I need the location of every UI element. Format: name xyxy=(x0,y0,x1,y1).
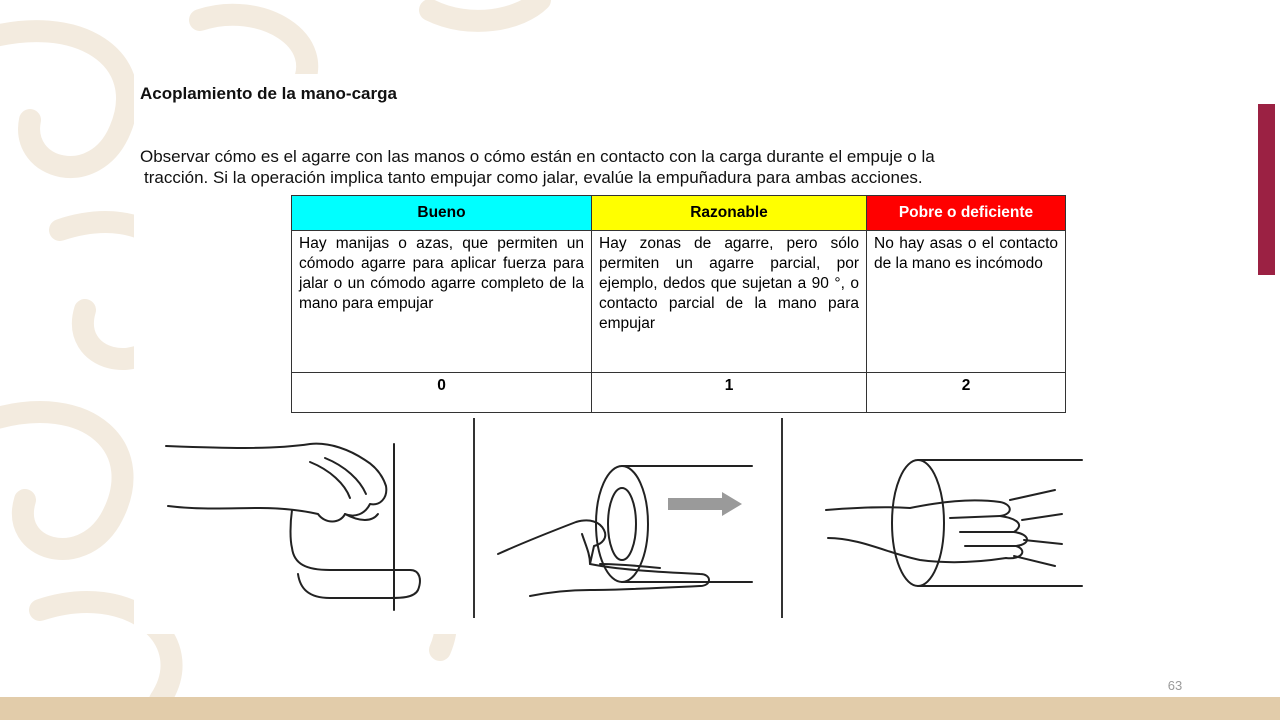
direction-arrow-icon xyxy=(668,492,742,516)
table-header-row xyxy=(292,196,1066,231)
table-row xyxy=(292,231,1066,373)
hand-partial-grip-icon xyxy=(490,414,790,624)
page-title: Acoplamiento de la mano-carga xyxy=(140,84,397,103)
table-row xyxy=(292,373,1066,413)
hand-flat-push-icon xyxy=(800,414,1085,624)
divider xyxy=(781,418,783,618)
description-razonable: Hay zonas de agarre, pero sólo permiten un agarre parcial, por ejemplo, dedos que sujetan a 90 °, o contacto parcial de la mano para empujar xyxy=(592,231,867,373)
hand-gripping-handle-icon xyxy=(160,414,460,624)
grip-table xyxy=(291,195,1066,413)
footer-band xyxy=(0,697,1280,720)
header-razonable: Razonable xyxy=(592,196,867,231)
score-bueno: 0 xyxy=(292,373,592,413)
grip-illustrations xyxy=(160,414,1085,624)
divider xyxy=(473,418,475,618)
score-pobre: 2 xyxy=(867,373,1066,413)
page-number: 63 xyxy=(1167,678,1183,693)
description-bueno: Hay manijas o azas, que permiten un cómodo agarre para aplicar fuerza para jalar o un cómodo agarre completo de la mano para empujar xyxy=(292,231,592,373)
intro-line: Observar cómo es el agarre con las manos o cómo están en contacto con la carga durante el empuje o la xyxy=(140,147,935,166)
side-accent-bar xyxy=(1258,104,1275,275)
description-pobre: No hay asas o el contacto de la mano es incómodo xyxy=(867,231,1066,373)
header-bueno: Bueno xyxy=(292,196,592,231)
intro-line: tracción. Si la operación implica tanto empujar como jalar, evalúe la empuñadura para ambas acciones. xyxy=(144,168,923,187)
score-razonable: 1 xyxy=(592,373,867,413)
intro-paragraph xyxy=(140,146,1075,188)
header-pobre: Pobre o deficiente xyxy=(867,196,1066,231)
